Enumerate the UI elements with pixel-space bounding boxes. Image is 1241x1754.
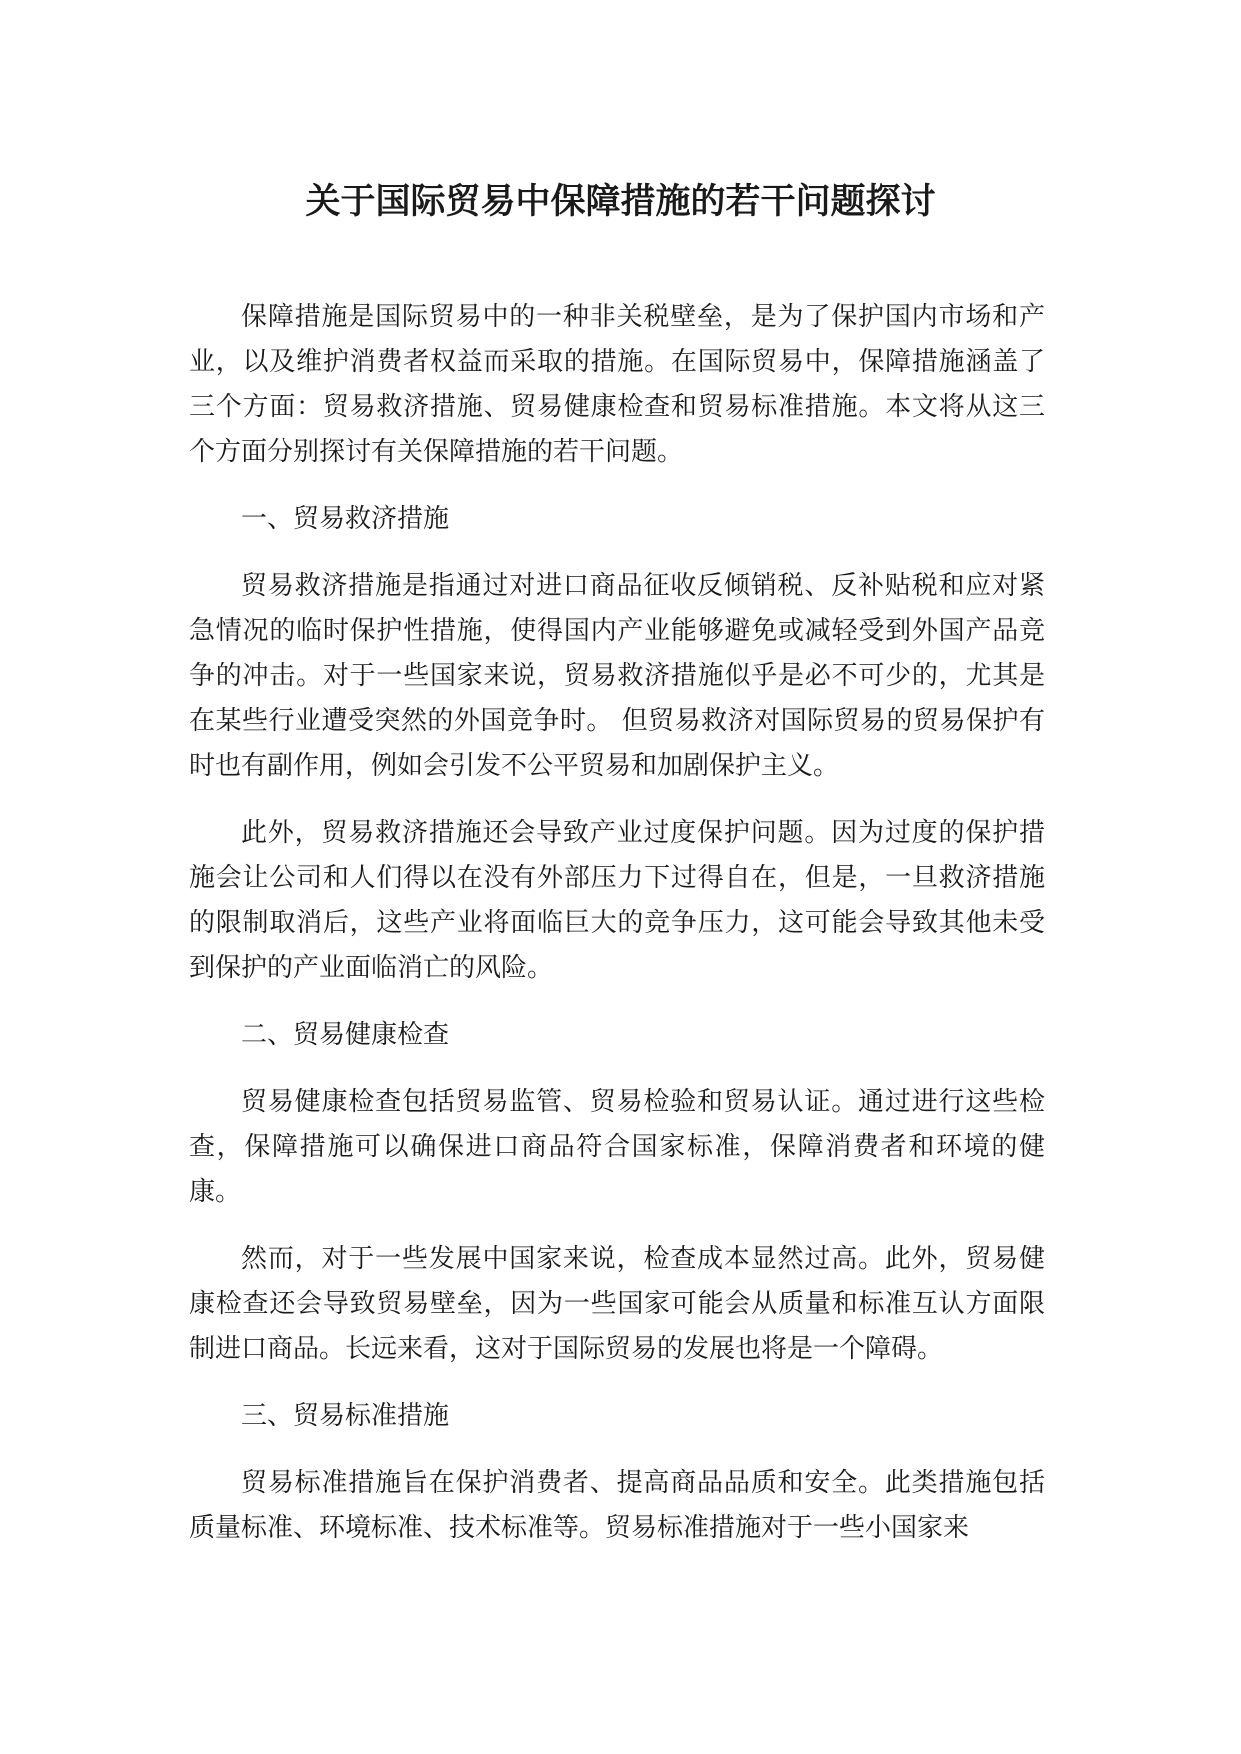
section-heading-trade-standards: 三、贸易标准措施 xyxy=(241,1401,450,1431)
section-heading-health-inspection: 二、贸易健康检查 xyxy=(241,1020,450,1050)
document-body xyxy=(189,295,1045,1573)
paragraph-health-inspection-1: 贸易健康检查包括贸易监管、贸易检验和贸易认证。通过进行这些检查，保障措施可以确保进口商品符合国家标准，保障消费者和环境的健康。 xyxy=(189,1087,1045,1207)
paragraph-intro: 保障措施是国际贸易中的一种非关税壁垒，是为了保护国内市场和产业，以及维护消费者权益而采取的措施。在国际贸易中，保障措施涵盖了三个方面：贸易救济措施、贸易健康检查和贸易标准措施。本文将从这三个方面分别探讨有关保障措施的若干问题。 xyxy=(189,302,1045,467)
document-title: 关于国际贸易中保障措施的若干问题探讨 xyxy=(305,182,936,222)
paragraph-trade-remedy-2: 此外，贸易救济措施还会导致产业过度保护问题。因为过度的保护措施会让公司和人们得以在没有外部压力下过得自在，但是，一旦救济措施的限制取消后，这些产业将面临巨大的竞争压力，这可能会导致其他未受到保护的产业面临消亡的风险。 xyxy=(189,818,1045,983)
paragraph-trade-remedy-1: 贸易救济措施是指通过对进口商品征收反倾销税、反补贴税和应对紧急情况的临时保护性措施，使得国内产业能够避免或减轻受到外国产品竞争的冲击。对于一些国家来说，贸易救济措施似乎是必不可少的，尤其是在某些行业遭受突然的外国竞争时。 但贸易救济对国际贸易的贸易保护有时也有副作用，例如会引发不公平贸易和加剧保护主义。 xyxy=(189,571,1045,781)
section-heading-trade-remedy: 一、贸易救济措施 xyxy=(241,504,450,534)
paragraph-trade-standards-1: 贸易标准措施旨在保护消费者、提高商品品质和安全。此类措施包括质量标准、环境标准、技术标准等。贸易标准措施对于一些小国家来 xyxy=(189,1468,1045,1543)
paragraph-health-inspection-2: 然而，对于一些发展中国家来说，检查成本显然过高。此外，贸易健康检查还会导致贸易壁垒，因为一些国家可能会从质量和标准互认方面限制进口商品。长远来看，这对于国际贸易的发展也将是一个障碍。 xyxy=(189,1244,1045,1364)
